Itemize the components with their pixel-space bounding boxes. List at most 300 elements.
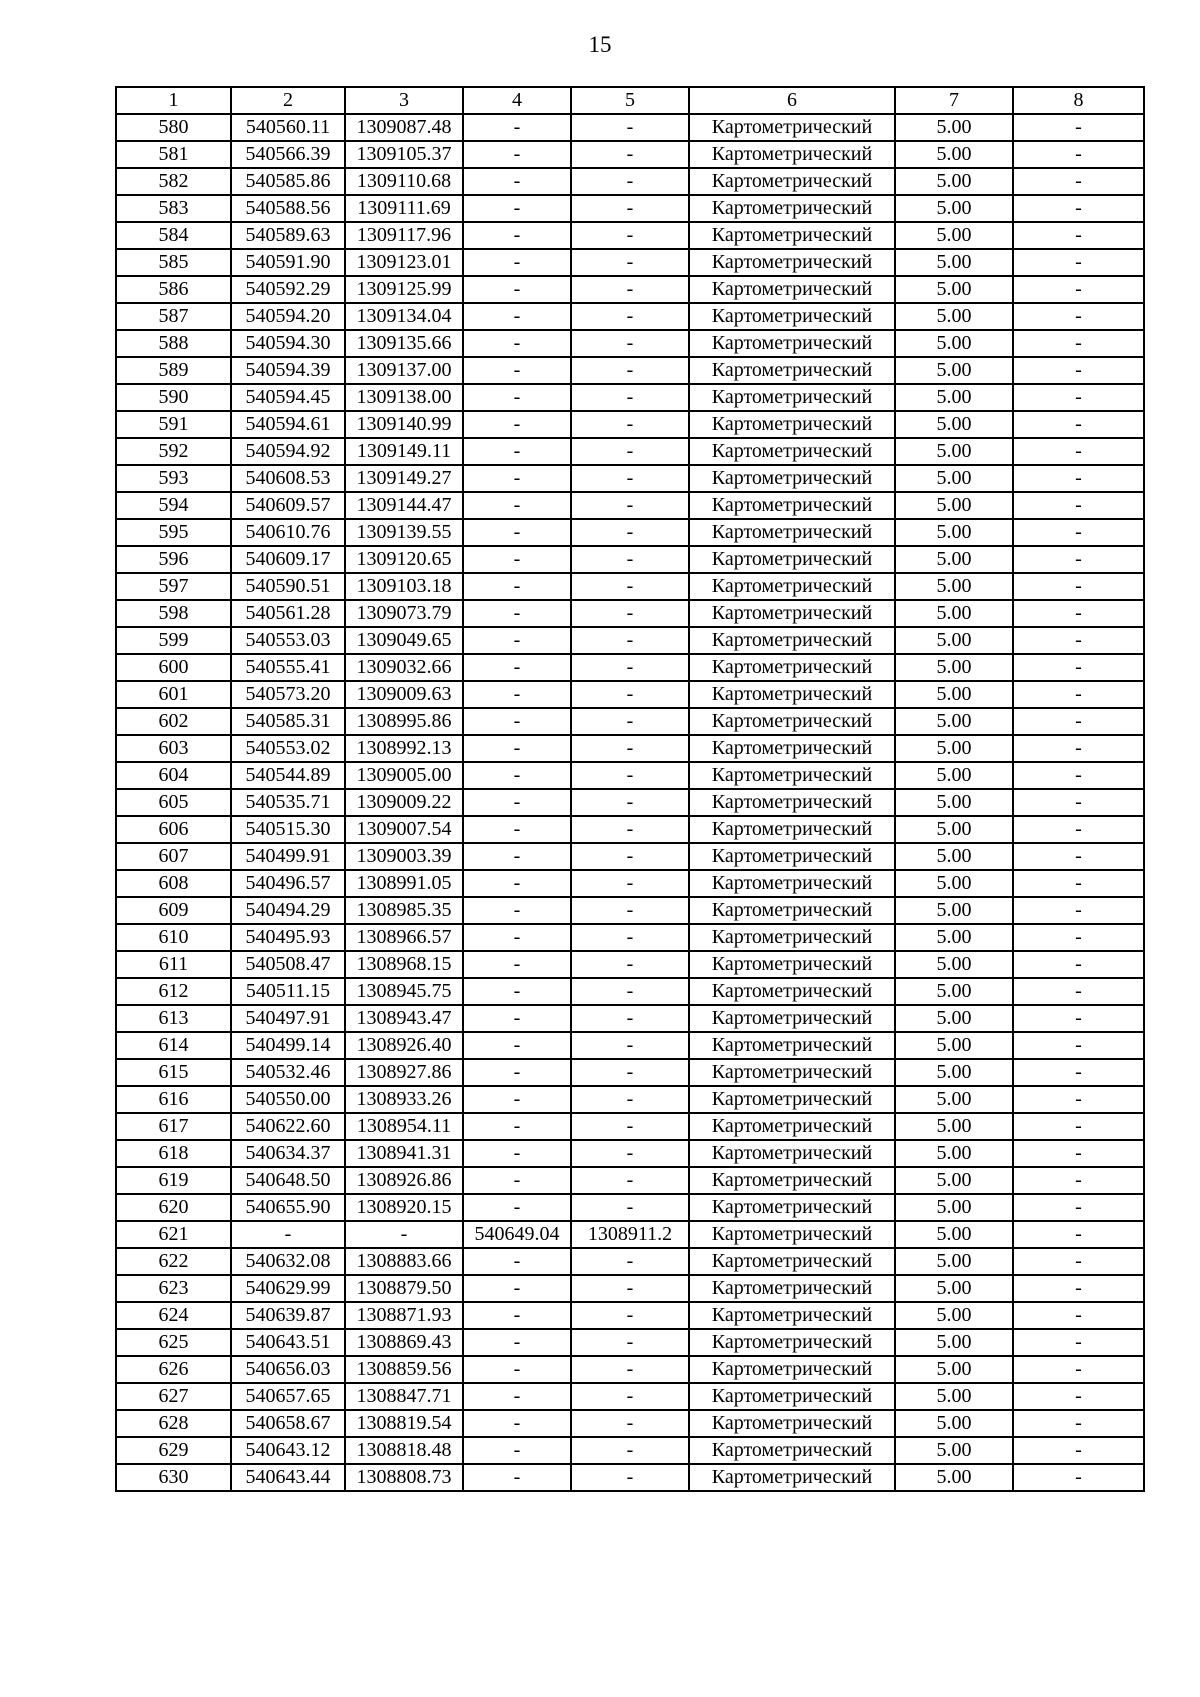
point-number-cell: 581	[116, 141, 231, 168]
note-cell: -	[1013, 411, 1144, 438]
x-coordinate-cell: 540588.56	[231, 195, 345, 222]
table-row	[116, 627, 1144, 654]
y-coordinate-cell: 1308926.86	[345, 1167, 463, 1194]
note-cell: -	[1013, 546, 1144, 573]
accuracy-cell: 5.00	[895, 843, 1013, 870]
y-coordinate-cell: 1309144.47	[345, 492, 463, 519]
y-coordinate-cell: 1309149.11	[345, 438, 463, 465]
method-cell: Картометрический	[689, 978, 895, 1005]
accuracy-cell: 5.00	[895, 303, 1013, 330]
note-cell: -	[1013, 1005, 1144, 1032]
point-number-cell: 629	[116, 1437, 231, 1464]
accuracy-cell: 5.00	[895, 600, 1013, 627]
table-row	[116, 114, 1144, 141]
accuracy-cell: 5.00	[895, 1302, 1013, 1329]
method-cell: Картометрический	[689, 438, 895, 465]
table-body	[116, 114, 1144, 1491]
note-cell: -	[1013, 276, 1144, 303]
y-coordinate-cell: 1309049.65	[345, 627, 463, 654]
method-cell: Картометрический	[689, 249, 895, 276]
method-cell: Картометрический	[689, 1194, 895, 1221]
accuracy-cell: 5.00	[895, 816, 1013, 843]
x-coordinate-cell: 540508.47	[231, 951, 345, 978]
point-number-cell: 619	[116, 1167, 231, 1194]
x-coordinate-cell: 540643.44	[231, 1464, 345, 1491]
y-new-cell: -	[571, 1248, 689, 1275]
accuracy-cell: 5.00	[895, 222, 1013, 249]
x-new-cell: -	[463, 762, 571, 789]
accuracy-cell: 5.00	[895, 1140, 1013, 1167]
x-coordinate-cell: 540594.39	[231, 357, 345, 384]
table-row	[116, 600, 1144, 627]
y-coordinate-cell: 1309138.00	[345, 384, 463, 411]
point-number-cell: 588	[116, 330, 231, 357]
y-coordinate-cell: 1309123.01	[345, 249, 463, 276]
x-new-cell: -	[463, 1113, 571, 1140]
y-coordinate-cell: 1308941.31	[345, 1140, 463, 1167]
y-coordinate-cell: 1308883.66	[345, 1248, 463, 1275]
y-new-cell: -	[571, 357, 689, 384]
y-coordinate-cell: 1309125.99	[345, 276, 463, 303]
method-cell: Картометрический	[689, 195, 895, 222]
accuracy-cell: 5.00	[895, 384, 1013, 411]
y-new-cell: -	[571, 1410, 689, 1437]
accuracy-cell: 5.00	[895, 870, 1013, 897]
method-cell: Картометрический	[689, 1464, 895, 1491]
y-coordinate-cell: 1308966.57	[345, 924, 463, 951]
x-new-cell: -	[463, 1329, 571, 1356]
x-new-cell: -	[463, 627, 571, 654]
x-coordinate-cell: 540632.08	[231, 1248, 345, 1275]
method-cell: Картометрический	[689, 303, 895, 330]
x-new-cell: -	[463, 1167, 571, 1194]
x-new-cell: -	[463, 519, 571, 546]
point-number-cell: 580	[116, 114, 231, 141]
accuracy-cell: 5.00	[895, 924, 1013, 951]
point-number-cell: 617	[116, 1113, 231, 1140]
method-cell: Картометрический	[689, 573, 895, 600]
table-row	[116, 1383, 1144, 1410]
y-coordinate-cell: 1309134.04	[345, 303, 463, 330]
point-number-cell: 589	[116, 357, 231, 384]
method-cell: Картометрический	[689, 843, 895, 870]
y-coordinate-cell: 1308992.13	[345, 735, 463, 762]
x-new-cell: -	[463, 816, 571, 843]
y-new-cell: -	[571, 681, 689, 708]
x-coordinate-cell: 540594.30	[231, 330, 345, 357]
x-new-cell: -	[463, 735, 571, 762]
point-number-cell: 604	[116, 762, 231, 789]
y-new-cell: -	[571, 978, 689, 1005]
x-coordinate-cell: 540622.60	[231, 1113, 345, 1140]
point-number-cell: 623	[116, 1275, 231, 1302]
x-new-cell: -	[463, 411, 571, 438]
point-number-cell: 596	[116, 546, 231, 573]
accuracy-cell: 5.00	[895, 897, 1013, 924]
y-coordinate-cell: 1309139.55	[345, 519, 463, 546]
x-coordinate-cell: 540643.51	[231, 1329, 345, 1356]
method-cell: Картометрический	[689, 924, 895, 951]
y-new-cell: -	[571, 1302, 689, 1329]
x-coordinate-cell: 540495.93	[231, 924, 345, 951]
y-coordinate-cell: 1309032.66	[345, 654, 463, 681]
table-row	[116, 1113, 1144, 1140]
x-coordinate-cell: 540609.17	[231, 546, 345, 573]
y-new-cell: -	[571, 1059, 689, 1086]
point-number-cell: 621	[116, 1221, 231, 1248]
y-new-cell: -	[571, 762, 689, 789]
point-number-cell: 597	[116, 573, 231, 600]
x-coordinate-cell: 540499.91	[231, 843, 345, 870]
method-cell: Картометрический	[689, 1005, 895, 1032]
table-row	[116, 735, 1144, 762]
y-new-cell: -	[571, 1356, 689, 1383]
point-number-cell: 602	[116, 708, 231, 735]
x-coordinate-cell: 540494.29	[231, 897, 345, 924]
x-coordinate-cell: 540544.89	[231, 762, 345, 789]
note-cell: -	[1013, 1383, 1144, 1410]
x-new-cell: -	[463, 330, 571, 357]
note-cell: -	[1013, 600, 1144, 627]
point-number-cell: 599	[116, 627, 231, 654]
y-coordinate-cell: 1309135.66	[345, 330, 463, 357]
note-cell: -	[1013, 1464, 1144, 1491]
y-new-cell: -	[571, 519, 689, 546]
accuracy-cell: 5.00	[895, 519, 1013, 546]
point-number-cell: 606	[116, 816, 231, 843]
note-cell: -	[1013, 573, 1144, 600]
y-new-cell: -	[571, 465, 689, 492]
x-coordinate-cell: 540639.87	[231, 1302, 345, 1329]
y-coordinate-cell: 1309103.18	[345, 573, 463, 600]
x-coordinate-cell: 540499.14	[231, 1032, 345, 1059]
y-coordinate-cell: 1309117.96	[345, 222, 463, 249]
method-cell: Картометрический	[689, 492, 895, 519]
note-cell: -	[1013, 924, 1144, 951]
point-number-cell: 587	[116, 303, 231, 330]
note-cell: -	[1013, 1329, 1144, 1356]
y-coordinate-cell: 1309110.68	[345, 168, 463, 195]
point-number-cell: 622	[116, 1248, 231, 1275]
x-new-cell: -	[463, 465, 571, 492]
note-cell: -	[1013, 762, 1144, 789]
accuracy-cell: 5.00	[895, 1464, 1013, 1491]
method-cell: Картометрический	[689, 384, 895, 411]
accuracy-cell: 5.00	[895, 546, 1013, 573]
method-cell: Картометрический	[689, 1329, 895, 1356]
y-new-cell: -	[571, 303, 689, 330]
note-cell: -	[1013, 384, 1144, 411]
method-cell: Картометрический	[689, 276, 895, 303]
point-number-cell: 585	[116, 249, 231, 276]
table-row	[116, 573, 1144, 600]
y-new-cell: -	[571, 573, 689, 600]
x-new-cell: -	[463, 1194, 571, 1221]
point-number-cell: 609	[116, 897, 231, 924]
note-cell: -	[1013, 114, 1144, 141]
y-coordinate-cell: 1309073.79	[345, 600, 463, 627]
accuracy-cell: 5.00	[895, 951, 1013, 978]
note-cell: -	[1013, 735, 1144, 762]
x-coordinate-cell: 540535.71	[231, 789, 345, 816]
note-cell: -	[1013, 330, 1144, 357]
x-new-cell: -	[463, 222, 571, 249]
accuracy-cell: 5.00	[895, 357, 1013, 384]
y-new-cell: -	[571, 924, 689, 951]
point-number-cell: 607	[116, 843, 231, 870]
y-new-cell: -	[571, 1437, 689, 1464]
note-cell: -	[1013, 1113, 1144, 1140]
table-row	[116, 195, 1144, 222]
column-header-5: 5	[571, 87, 689, 114]
y-new-cell: -	[571, 789, 689, 816]
y-new-cell: -	[571, 195, 689, 222]
table-row	[116, 1194, 1144, 1221]
y-coordinate-cell: 1308954.11	[345, 1113, 463, 1140]
coordinates-table	[115, 86, 1145, 1492]
note-cell: -	[1013, 681, 1144, 708]
method-cell: Картометрический	[689, 789, 895, 816]
accuracy-cell: 5.00	[895, 762, 1013, 789]
table-row	[116, 465, 1144, 492]
accuracy-cell: 5.00	[895, 168, 1013, 195]
x-coordinate-cell: 540657.65	[231, 1383, 345, 1410]
table-row	[116, 681, 1144, 708]
table-row	[116, 1167, 1144, 1194]
x-new-cell: -	[463, 168, 571, 195]
x-coordinate-cell: 540550.00	[231, 1086, 345, 1113]
point-number-cell: 586	[116, 276, 231, 303]
y-new-cell: -	[571, 897, 689, 924]
table-row	[116, 1059, 1144, 1086]
column-header-7: 7	[895, 87, 1013, 114]
x-new-cell: -	[463, 1356, 571, 1383]
y-new-cell: -	[571, 1275, 689, 1302]
point-number-cell: 605	[116, 789, 231, 816]
x-coordinate-cell: 540592.29	[231, 276, 345, 303]
x-new-cell: -	[463, 141, 571, 168]
x-coordinate-cell: 540594.45	[231, 384, 345, 411]
accuracy-cell: 5.00	[895, 789, 1013, 816]
table-row	[116, 1329, 1144, 1356]
y-coordinate-cell: 1308943.47	[345, 1005, 463, 1032]
point-number-cell: 628	[116, 1410, 231, 1437]
point-number-cell: 603	[116, 735, 231, 762]
y-coordinate-cell: 1308926.40	[345, 1032, 463, 1059]
accuracy-cell: 5.00	[895, 330, 1013, 357]
method-cell: Картометрический	[689, 1221, 895, 1248]
x-new-cell: -	[463, 384, 571, 411]
accuracy-cell: 5.00	[895, 573, 1013, 600]
note-cell: -	[1013, 897, 1144, 924]
note-cell: -	[1013, 1059, 1144, 1086]
y-new-cell: -	[571, 411, 689, 438]
note-cell: -	[1013, 195, 1144, 222]
accuracy-cell: 5.00	[895, 1329, 1013, 1356]
table-row	[116, 1410, 1144, 1437]
table-row	[116, 330, 1144, 357]
x-new-cell: -	[463, 870, 571, 897]
table-row	[116, 1464, 1144, 1491]
table-row	[116, 1275, 1144, 1302]
accuracy-cell: 5.00	[895, 411, 1013, 438]
point-number-cell: 595	[116, 519, 231, 546]
column-header-6: 6	[689, 87, 895, 114]
table-header-row	[116, 87, 1144, 114]
note-cell: -	[1013, 978, 1144, 1005]
method-cell: Картометрический	[689, 762, 895, 789]
method-cell: Картометрический	[689, 168, 895, 195]
note-cell: -	[1013, 1356, 1144, 1383]
y-new-cell: -	[571, 600, 689, 627]
y-new-cell: -	[571, 114, 689, 141]
method-cell: Картометрический	[689, 1275, 895, 1302]
note-cell: -	[1013, 1221, 1144, 1248]
table-row	[116, 708, 1144, 735]
x-new-cell: -	[463, 1383, 571, 1410]
note-cell: -	[1013, 1248, 1144, 1275]
point-number-cell: 630	[116, 1464, 231, 1491]
x-new-cell: -	[463, 195, 571, 222]
table-row	[116, 789, 1144, 816]
method-cell: Картометрический	[689, 1032, 895, 1059]
x-new-cell: -	[463, 924, 571, 951]
x-new-cell: -	[463, 357, 571, 384]
x-new-cell: -	[463, 1032, 571, 1059]
y-coordinate-cell: 1308985.35	[345, 897, 463, 924]
y-new-cell: -	[571, 249, 689, 276]
method-cell: Картометрический	[689, 519, 895, 546]
table-row	[116, 276, 1144, 303]
table-row	[116, 1437, 1144, 1464]
table-row	[116, 654, 1144, 681]
note-cell: -	[1013, 843, 1144, 870]
method-cell: Картометрический	[689, 411, 895, 438]
note-cell: -	[1013, 1302, 1144, 1329]
point-number-cell: 591	[116, 411, 231, 438]
y-new-cell: -	[571, 1464, 689, 1491]
column-header-3: 3	[345, 87, 463, 114]
note-cell: -	[1013, 168, 1144, 195]
y-coordinate-cell: 1309111.69	[345, 195, 463, 222]
accuracy-cell: 5.00	[895, 627, 1013, 654]
accuracy-cell: 5.00	[895, 195, 1013, 222]
accuracy-cell: 5.00	[895, 708, 1013, 735]
y-coordinate-cell: 1308933.26	[345, 1086, 463, 1113]
note-cell: -	[1013, 303, 1144, 330]
table-row	[116, 870, 1144, 897]
accuracy-cell: 5.00	[895, 1167, 1013, 1194]
accuracy-cell: 5.00	[895, 681, 1013, 708]
table-row	[116, 492, 1144, 519]
x-new-cell: -	[463, 978, 571, 1005]
column-header-2: 2	[231, 87, 345, 114]
y-new-cell: -	[571, 1140, 689, 1167]
method-cell: Картометрический	[689, 816, 895, 843]
x-coordinate-cell: 540585.86	[231, 168, 345, 195]
y-new-cell: -	[571, 141, 689, 168]
y-coordinate-cell: 1308968.15	[345, 951, 463, 978]
method-cell: Картометрический	[689, 681, 895, 708]
column-header-1: 1	[116, 87, 231, 114]
accuracy-cell: 5.00	[895, 1437, 1013, 1464]
accuracy-cell: 5.00	[895, 735, 1013, 762]
x-new-cell: -	[463, 1464, 571, 1491]
accuracy-cell: 5.00	[895, 1248, 1013, 1275]
method-cell: Картометрический	[689, 1086, 895, 1113]
y-coordinate-cell: 1308859.56	[345, 1356, 463, 1383]
table-row	[116, 1248, 1144, 1275]
point-number-cell: 626	[116, 1356, 231, 1383]
table-row	[116, 384, 1144, 411]
method-cell: Картометрический	[689, 546, 895, 573]
point-number-cell: 608	[116, 870, 231, 897]
table-row	[116, 978, 1144, 1005]
x-new-cell: 540649.04	[463, 1221, 571, 1248]
y-new-cell: -	[571, 1329, 689, 1356]
x-coordinate-cell: 540634.37	[231, 1140, 345, 1167]
method-cell: Картометрический	[689, 222, 895, 249]
x-new-cell: -	[463, 1302, 571, 1329]
x-coordinate-cell: -	[231, 1221, 345, 1248]
note-cell: -	[1013, 1140, 1144, 1167]
point-number-cell: 613	[116, 1005, 231, 1032]
note-cell: -	[1013, 1437, 1144, 1464]
table-row	[116, 843, 1144, 870]
note-cell: -	[1013, 1194, 1144, 1221]
table-row	[116, 1140, 1144, 1167]
y-new-cell: -	[571, 384, 689, 411]
x-coordinate-cell: 540532.46	[231, 1059, 345, 1086]
note-cell: -	[1013, 1086, 1144, 1113]
note-cell: -	[1013, 465, 1144, 492]
y-new-cell: -	[571, 1005, 689, 1032]
table-row	[116, 1086, 1144, 1113]
point-number-cell: 610	[116, 924, 231, 951]
x-coordinate-cell: 540561.28	[231, 600, 345, 627]
accuracy-cell: 5.00	[895, 114, 1013, 141]
method-cell: Картометрический	[689, 1356, 895, 1383]
accuracy-cell: 5.00	[895, 1059, 1013, 1086]
table-row	[116, 1356, 1144, 1383]
y-new-cell: -	[571, 843, 689, 870]
y-coordinate-cell: 1308879.50	[345, 1275, 463, 1302]
point-number-cell: 594	[116, 492, 231, 519]
accuracy-cell: 5.00	[895, 249, 1013, 276]
x-new-cell: -	[463, 114, 571, 141]
x-coordinate-cell: 540591.90	[231, 249, 345, 276]
point-number-cell: 624	[116, 1302, 231, 1329]
accuracy-cell: 5.00	[895, 654, 1013, 681]
method-cell: Картометрический	[689, 1248, 895, 1275]
note-cell: -	[1013, 519, 1144, 546]
point-number-cell: 615	[116, 1059, 231, 1086]
note-cell: -	[1013, 438, 1144, 465]
x-new-cell: -	[463, 1005, 571, 1032]
y-new-cell: -	[571, 276, 689, 303]
accuracy-cell: 5.00	[895, 978, 1013, 1005]
x-new-cell: -	[463, 1059, 571, 1086]
accuracy-cell: 5.00	[895, 1383, 1013, 1410]
x-coordinate-cell: 540515.30	[231, 816, 345, 843]
method-cell: Картометрический	[689, 357, 895, 384]
x-new-cell: -	[463, 1086, 571, 1113]
x-coordinate-cell: 540573.20	[231, 681, 345, 708]
accuracy-cell: 5.00	[895, 276, 1013, 303]
x-coordinate-cell: 540656.03	[231, 1356, 345, 1383]
x-coordinate-cell: 540497.91	[231, 1005, 345, 1032]
y-coordinate-cell: 1308871.93	[345, 1302, 463, 1329]
